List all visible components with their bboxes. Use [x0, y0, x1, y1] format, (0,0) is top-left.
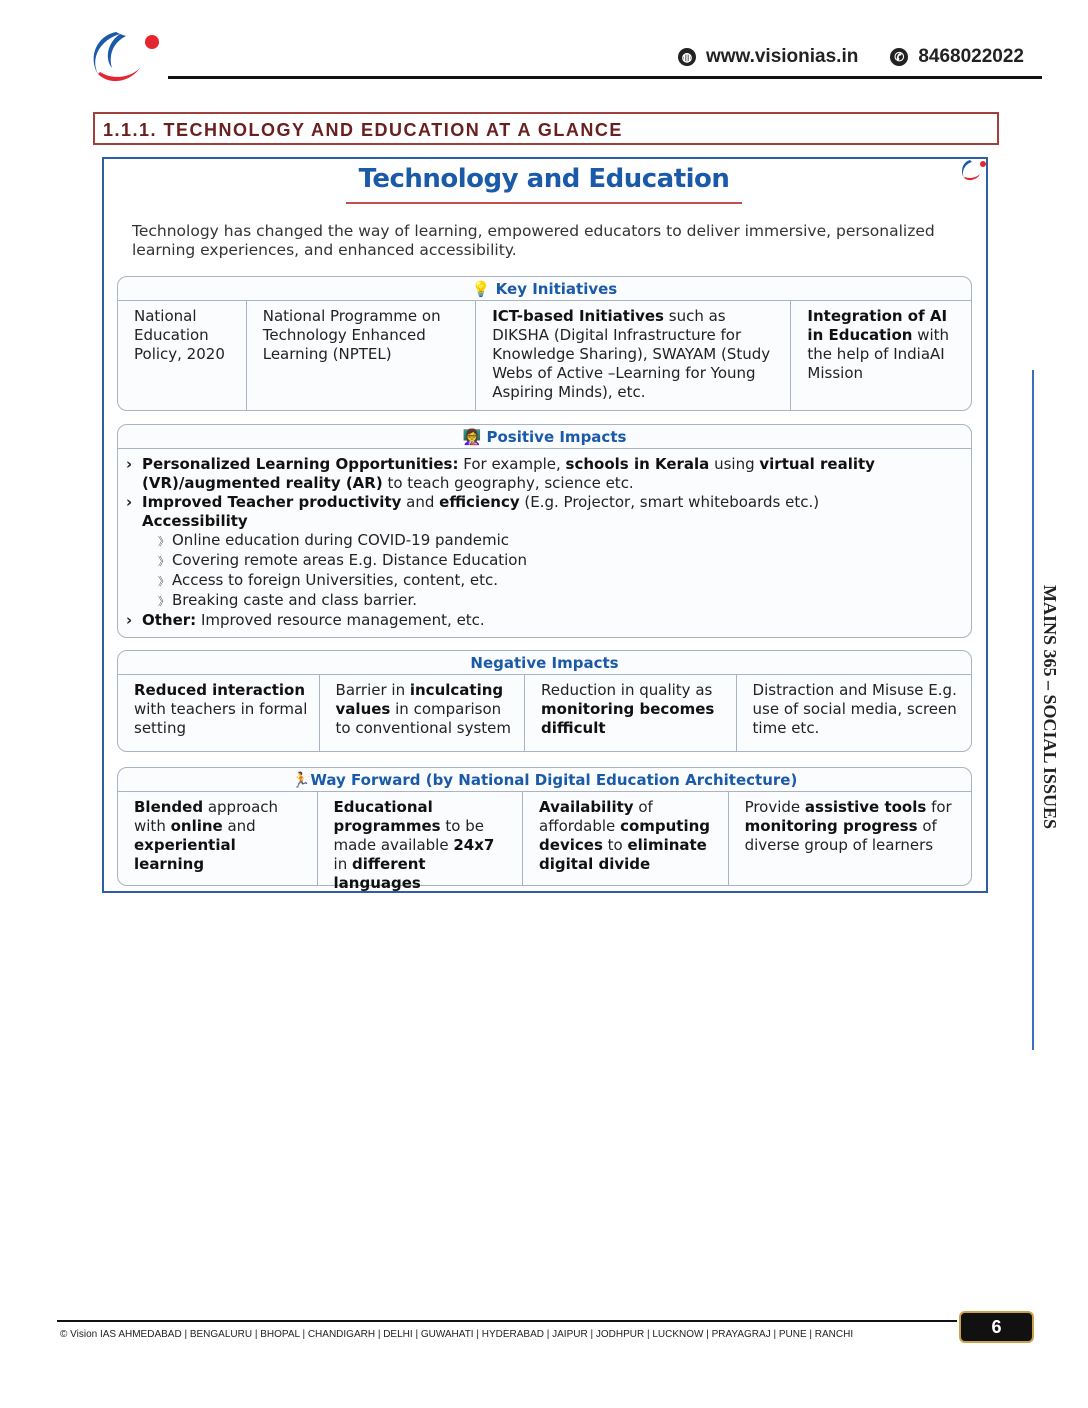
text: Provide [744, 798, 805, 816]
bold-text: efficiency [439, 493, 520, 511]
chevron-right-icon: 》 [158, 555, 169, 568]
negative-impacts-box [117, 650, 972, 752]
positive-impacts-list [118, 449, 971, 630]
positive-impacts-header [118, 425, 971, 449]
text: Access to foreign Universities, content, etc. [172, 571, 499, 589]
bold-text: online [170, 817, 223, 835]
text: (E.g. Projector, smart whiteboards etc.) [519, 493, 820, 511]
list-item [126, 591, 961, 611]
way-forward-heading: Way Forward (by National Digital Education Architecture) [310, 771, 798, 789]
list-item [126, 531, 961, 551]
vision-ias-logo [86, 28, 166, 88]
list-item [126, 611, 961, 630]
footer-text: © Vision IAS AHMEDABAD | BENGALURU | BHOPAL | CHANDIGARH | DELHI | GUWAHATI | HYDERABAD | JAIPUR | JODHPUR | LUCKNOW | PRAYAGRAJ | PUNE | RANCHI [60, 1329, 854, 1340]
bold-text: virtual reality (VR)/augmented reality (AR) [142, 455, 875, 492]
section-heading: 1.1.1. TECHNOLOGY AND EDUCATION AT A GLANCE [93, 112, 999, 145]
bold-text: 24x7 [453, 836, 495, 854]
text: Covering remote areas E.g. Distance Education [172, 551, 527, 569]
chevron-right-icon: › [126, 455, 133, 473]
bold-text: eliminate digital divide [539, 836, 707, 873]
bold-text: Improved Teacher productivity [142, 493, 402, 511]
list-item [126, 512, 961, 531]
text: Barrier in [335, 681, 410, 699]
text: and [222, 817, 256, 835]
infographic-title: Technology and Education [358, 164, 730, 194]
intro-text: Technology has changed the way of learning, empowered educators to deliver immersive, personalized learning experiences, and enhanced accessibility. [132, 222, 935, 259]
way-forward-box [117, 767, 972, 892]
text: with the help of IndiaAI Mission [807, 326, 950, 382]
bold-text: monitoring progress [744, 817, 918, 835]
text: such as DIKSHA (Digital Infrastructure for Knowledge Sharing), SWAYAM (Study Webs of Active –Learning for Young Aspiring Minds), etc. [492, 307, 771, 401]
bold-text: ICT-based Initiatives [492, 307, 664, 325]
bold-text: Reduced interaction [134, 681, 306, 699]
phone-icon: ✆ [890, 48, 908, 66]
bold-text: Blended [134, 798, 204, 816]
bold-text: schools in Kerala [565, 455, 710, 473]
text: of diverse group of learners [744, 817, 937, 854]
negative-impact-cell [118, 675, 320, 751]
initiative-cell [118, 301, 247, 410]
runner-icon: 🏃 [291, 771, 311, 789]
text: Breaking caste and class barrier. [172, 591, 418, 609]
way-forward-cell [318, 792, 524, 892]
text: to teach geography, science etc. [382, 474, 634, 492]
way-forward-cell [523, 792, 729, 885]
key-initiatives-header [118, 277, 971, 301]
globe-icon: ◍ [678, 48, 696, 66]
negative-impact-cell-row [118, 675, 971, 751]
text: with teachers in formal setting [134, 700, 308, 737]
bold-text: computing devices [539, 817, 711, 854]
lightbulb-hand-icon: 💡 [471, 280, 491, 298]
way-forward-header [118, 768, 971, 792]
initiative-cell [247, 301, 476, 410]
bold-text: monitoring becomes difficult [541, 700, 715, 737]
chevron-right-icon: 》 [158, 535, 169, 548]
contact-info [678, 46, 1024, 68]
positive-impacts-box [117, 424, 972, 638]
text: in comparison to conventional system [335, 700, 511, 737]
text: Improved resource management, etc. [196, 611, 485, 629]
bold-text: inculcating values [335, 681, 504, 718]
way-forward-cell-row [118, 792, 971, 892]
teacher-icon: 👩‍🏫 [462, 428, 482, 446]
text: of affordable [539, 798, 653, 835]
chevron-right-icon: › [126, 611, 133, 629]
text: For example, [458, 455, 566, 473]
phone-number: 8468022022 [918, 46, 1024, 67]
text: Reduction in quality as [541, 681, 713, 699]
bold-text: Availability [539, 798, 634, 816]
bold-text: Educational programmes [333, 798, 441, 835]
key-initiatives-box [117, 276, 972, 411]
bold-text: assistive tools [804, 798, 927, 816]
bold-text: different languages [333, 855, 426, 892]
text: in [333, 855, 352, 873]
bold-text: Personalized Learning Opportunities: [142, 455, 459, 473]
side-label: MAINS 365 – SOCIAL ISSUES [1040, 585, 1060, 830]
text: Online education during COVID-19 pandemic [172, 531, 510, 549]
page-number: 6 [959, 1311, 1034, 1343]
negative-impacts-heading: Negative Impacts [118, 651, 971, 675]
way-forward-cell [118, 792, 318, 885]
list-item [126, 571, 961, 591]
text: and [401, 493, 440, 511]
negative-impact-cell [525, 675, 737, 751]
chevron-right-icon: › [126, 493, 133, 511]
text: National Education Policy, 2020 [134, 307, 225, 363]
text: to be made available [333, 817, 484, 854]
bold-text: Integration of AI in Education [807, 307, 948, 344]
text: to [602, 836, 628, 854]
text: Distraction and Misuse E.g. use of social media, screen time etc. [752, 681, 957, 737]
initiative-cell [791, 301, 971, 410]
title-underline [346, 202, 742, 204]
list-item [126, 455, 961, 493]
key-initiatives-heading: Key Initiatives [495, 280, 618, 298]
header-divider [168, 76, 1042, 79]
bold-text: Other: [142, 611, 197, 629]
initiative-cell [476, 301, 791, 410]
negative-impact-cell [320, 675, 526, 751]
chevron-right-icon: 》 [158, 575, 169, 588]
way-forward-cell [729, 792, 971, 885]
website-link[interactable]: www.visionias.in [705, 46, 859, 67]
text: using [709, 455, 760, 473]
footer-divider [57, 1320, 957, 1322]
negative-impact-cell [737, 675, 971, 751]
bold-text: Accessibility [142, 512, 248, 530]
list-item [126, 493, 961, 512]
list-item [126, 551, 961, 571]
chevron-right-icon: 》 [158, 595, 169, 608]
initiative-cell-row [118, 301, 971, 410]
text: National Programme on Technology Enhanced Learning (NPTEL) [262, 307, 441, 363]
text: approach with [134, 798, 279, 835]
positive-impacts-heading: Positive Impacts [486, 428, 627, 446]
bold-text: experiential learning [134, 836, 236, 873]
text: for [926, 798, 952, 816]
side-rule [1032, 370, 1034, 1050]
